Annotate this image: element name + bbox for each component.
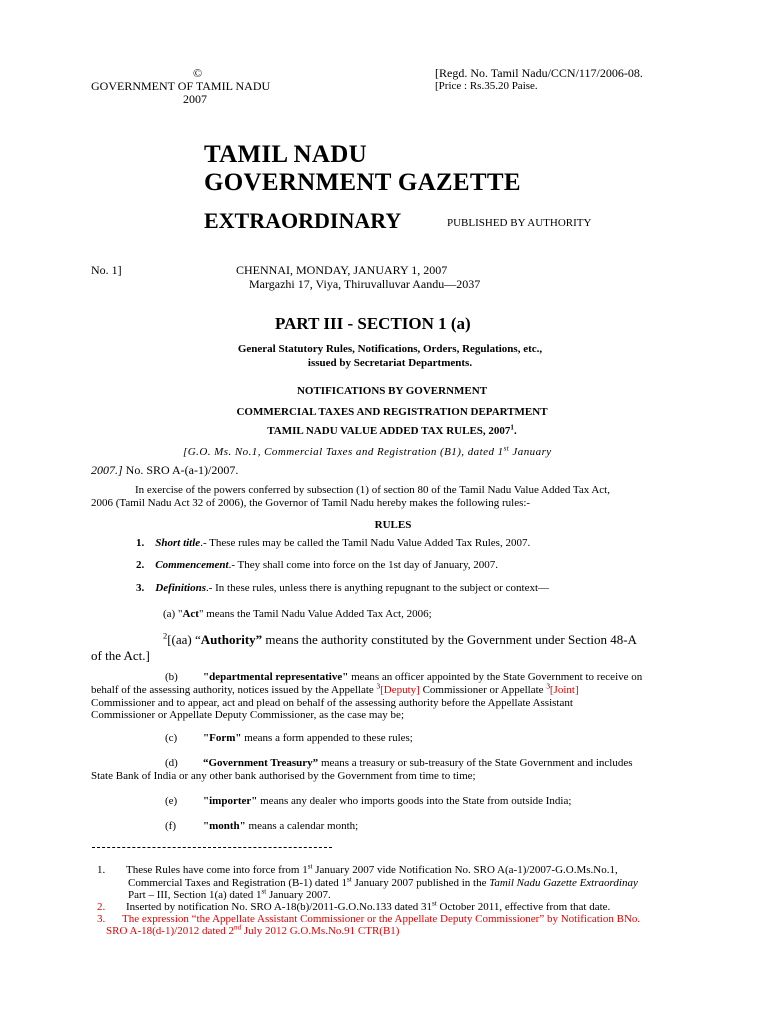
- definition-e: "importer" means any dealer who imports goods into the State from outside India;: [203, 795, 572, 807]
- definition-b-line-2: behalf of the assessing authority, notices issued by the Appellate $^3$[Deputy] Commissioner or Appellate $^3$[Joint]: [91, 682, 579, 696]
- definition-f: "month" means a calendar month;: [203, 820, 359, 832]
- price: [Price : Rs.35.20 Paise.: [435, 80, 538, 92]
- tamil-date: Margazhi 17, Viya, Thiruvalluvar Aandu—2037: [249, 277, 481, 291]
- definition-c: "Form" means a form appended to these rules;: [203, 732, 413, 744]
- published-by-authority: PUBLISHED BY AUTHORITY: [447, 217, 592, 229]
- footnote-3-line-2: SRO A-18(d-1)/2012 dated 2nd July 2012 G.O.Ms.No.91 CTR(B1): [106, 923, 400, 937]
- preamble-line-2: 2006 (Tamil Nadu Act 32 of 2006), the Governor of Tamil Nadu hereby makes the following rules:-: [91, 497, 531, 509]
- rule-1: 1. Short title.- These rules may be called the Tamil Nadu Value Added Tax Rules, 2007.: [136, 537, 531, 549]
- extraordinary-label: EXTRAORDINARY: [204, 208, 402, 233]
- definition-e-label: (e): [165, 795, 178, 807]
- definition-a: (a) "Act" means the Tamil Nadu Value Added Tax Act, 2006;: [163, 608, 432, 620]
- copyright-symbol: ©: [193, 66, 203, 80]
- rule-3: 3. Definitions.- In these rules, unless there is anything repugnant to the subject or context—: [136, 582, 550, 594]
- department-heading: COMMERCIAL TAXES AND REGISTRATION DEPARTMENT: [236, 406, 548, 418]
- amendment-joint: [Joint]: [549, 684, 579, 696]
- part-subtitle-1: General Statutory Rules, Notifications, Orders, Regulations, etc.,: [237, 343, 543, 355]
- definition-d: “Government Treasury” means a treasury or sub-treasury of the State Government and includes: [203, 757, 633, 769]
- footnote-3-line-1: The expression “the Appellate Assistant Commissioner or the Appellate Deputy Commissioner” by Notification BNo.: [122, 913, 641, 925]
- definition-b: "departmental representative" means an officer appointed by the State Government to receive on: [203, 671, 643, 683]
- masthead-line-2: GOVERNMENT GAZETTE: [204, 169, 521, 196]
- footnote-1-line-3: Part – III, Section 1(a) dated 1st January 2007.: [128, 887, 331, 901]
- government-name: GOVERNMENT OF TAMIL NADU: [91, 79, 271, 93]
- notifications-heading: NOTIFICATIONS BY GOVERNMENT: [296, 385, 488, 397]
- rule-2: 2. Commencement.- They shall come into force on the 1st day of January, 2007.: [136, 559, 499, 571]
- issue-number: No. 1]: [91, 263, 122, 277]
- amendment-deputy: [Deputy]: [380, 684, 420, 696]
- preamble-line-1: In exercise of the powers conferred by subsection (1) of section 80 of the Tamil Nadu Value Added Tax Act,: [135, 484, 610, 496]
- rules-title-heading: TAMIL NADU VALUE ADDED TAX RULES, 2007$^1$.: [267, 423, 517, 437]
- footnote-1-line-2: Commercial Taxes and Registration (B-1) dated 1st January 2007 published in the Tamil Nadu Gazette Extraordinay: [128, 875, 638, 889]
- registration-number: [Regd. No. Tamil Nadu/CCN/117/2006-08.: [435, 66, 643, 80]
- definition-f-label: (f): [165, 820, 176, 832]
- citation-line-1: [G.O. Ms. No.1, Commercial Taxes and Registration (B1), dated 1st January: [183, 444, 552, 458]
- header-year: 2007: [183, 92, 207, 106]
- footnote-2-number: 2.: [97, 901, 106, 913]
- citation-line-2: 2007.] No. SRO A-(a-1)/2007.: [91, 463, 239, 477]
- footnote-1-line-1: These Rules have come into force from 1st January 2007 vide Notification No. SRO A(a-1)/2007-G.O.Ms.No.1,: [126, 862, 618, 876]
- definition-b-label: (b): [165, 671, 178, 683]
- footnote-2-line-1: Inserted by notification No. SRO A-18(b)/2011-G.O.No.133 dated 31st October 2011, effective from that date.: [126, 899, 611, 913]
- rules-heading: RULES: [374, 519, 412, 531]
- definition-d-line-2: State Bank of India or any other bank authorised by the Government from time to time;: [91, 770, 476, 782]
- definition-b-line-4: Commissioner or Appellate Deputy Commissioner, as the case may be;: [91, 709, 405, 721]
- definition-c-label: (c): [165, 732, 178, 744]
- definition-b-line-3: Commissioner and to appear, act and plead on behalf of the assessing authority before the Appellate Assistant: [91, 697, 573, 709]
- footnote-3-number: 3.: [97, 913, 106, 925]
- footnote-1-number: 1.: [97, 864, 106, 876]
- definition-aa-line-2: of the Act.]: [91, 648, 150, 663]
- part-subtitle-2: issued by Secretariat Departments.: [307, 357, 473, 369]
- definition-d-label: (d): [165, 757, 178, 769]
- definition-aa: $^2$[(aa) “Authority” means the authority constituted by the Government under Section 48-A: [163, 630, 637, 647]
- masthead-line-1: TAMIL NADU: [204, 141, 367, 168]
- issue-date: CHENNAI, MONDAY, JANUARY 1, 2007: [236, 263, 448, 277]
- footnote-separator: [92, 847, 332, 848]
- part-title: PART III - SECTION 1 (a): [275, 314, 471, 333]
